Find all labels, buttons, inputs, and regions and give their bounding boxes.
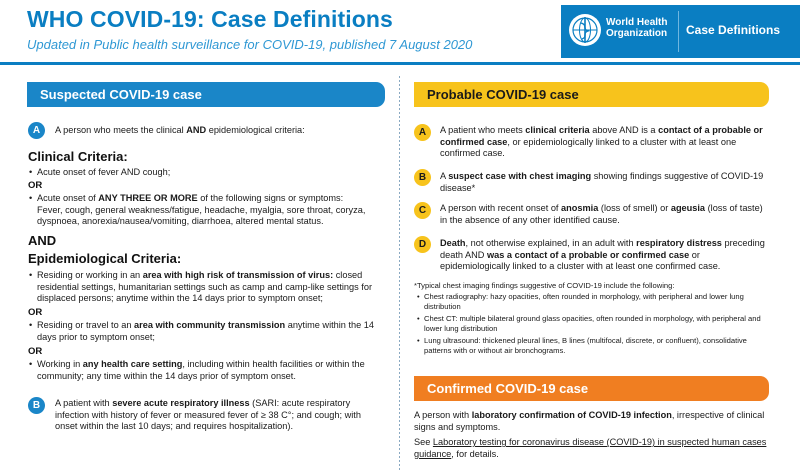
or-label-2: OR xyxy=(28,307,43,318)
header-tag: Case Definitions xyxy=(686,23,781,37)
confirmed-banner: Confirmed COVID-19 case xyxy=(414,376,769,401)
who-name: World Health Organization xyxy=(606,17,668,39)
suspected-b-badge: B xyxy=(28,397,45,414)
and-label: AND xyxy=(28,233,57,248)
lab-testing-guidance-link[interactable]: Laboratory testing for coronavirus disease (COVID-19) in suspected human cases guidance xyxy=(414,437,767,459)
epi-criterion-1: • Residing or working in an area with high risk of transmission of virus: closed residential settings, humanitarian settings such as camp and camp-like settings for displaced persons; anytime within the 14 days prior to symptom onset; xyxy=(37,270,385,305)
probable-d-badge: D xyxy=(414,236,431,253)
probable-b-badge: B xyxy=(414,169,431,186)
suspected-banner: Suspected COVID-19 case xyxy=(27,82,385,107)
imaging-finding-ultrasound: • Lung ultrasound: thickened pleural lines, B lines (multifocal, discrete, or confluent), consolidative patterns with or without air bronchograms. xyxy=(424,336,774,355)
header-rule xyxy=(0,62,800,65)
suspected-b-text: A patient with severe acute respiratory illness (SARI: acute respiratory infection with history of fever or measured fever of ≥ 38 C°; and cough; with onset within the last 10 days; and requires hospitalization). xyxy=(55,398,361,432)
suspected-a-badge: A xyxy=(28,122,45,139)
page-subtitle: Updated in Public health surveillance for COVID-19, published 7 August 2020 xyxy=(27,37,473,52)
confirmed-see-text: See Laboratory testing for coronavirus disease (COVID-19) in suspected human cases guidance, for details. xyxy=(414,437,767,459)
clinical-criterion-2: • Acute onset of ANY THREE OR MORE of the following signs or symptoms: Fever, cough, general weakness/fatigue, headache, myalgia, sore throat, coryza, dyspnoea, anorexia/nausea/vomiting, diarrhoea, altered mental status. xyxy=(37,193,382,228)
probable-d-text: Death, not otherwise explained, in an adult with respiratory distress preceding death AND was a contact of a probable or confirmed case or epidemiologically linked to a cluster with at least one confirmed case. xyxy=(440,238,765,272)
who-divider xyxy=(678,11,679,52)
imaging-finding-radiography: • Chest radiography: hazy opacities, often rounded in morphology, with peripheral and lower lung distribution xyxy=(424,292,774,311)
or-label-3: OR xyxy=(28,346,43,357)
probable-a-text: A patient who meets clinical criteria above AND is a contact of a probable or confirmed case, or epidemiologically linked to a cluster with at least one confirmed case. xyxy=(440,125,763,159)
imaging-finding-ct: • Chest CT: multiple bilateral ground glass opacities, often rounded in morphology, with peripheral and lower lung distribution xyxy=(424,314,774,333)
probable-c-badge: C xyxy=(414,202,431,219)
confirmed-text: A person with laboratory confirmation of COVID-19 infection, irrespective of clinical signs and symptoms. xyxy=(414,410,765,432)
header xyxy=(0,0,800,62)
page-title: WHO COVID-19: Case Definitions xyxy=(27,6,393,32)
who-emblem-icon xyxy=(568,13,602,47)
who-branding xyxy=(561,5,800,58)
probable-a-badge: A xyxy=(414,124,431,141)
probable-c-text: A person with recent onset of anosmia (loss of smell) or ageusia (loss of taste) in the absence of any other identified cause. xyxy=(440,203,763,225)
column-divider xyxy=(399,76,400,470)
clinical-criterion-1: • Acute onset of fever AND cough; xyxy=(37,167,382,179)
clinical-criteria-heading: Clinical Criteria: xyxy=(28,149,128,164)
suspected-a-text: A person who meets the clinical AND epidemiological criteria: xyxy=(55,125,305,135)
epidemiological-criteria-heading: Epidemiological Criteria: xyxy=(28,251,182,266)
probable-banner: Probable COVID-19 case xyxy=(414,82,769,107)
probable-b-text: A suspect case with chest imaging showing findings suggestive of COVID-19 disease* xyxy=(440,171,764,193)
or-label-1: OR xyxy=(28,180,43,191)
imaging-footnote: *Typical chest imaging findings suggestive of COVID-19 include the following: xyxy=(414,281,675,290)
epi-criterion-3: • Working in any health care setting, including within health facilities or within the community; any time within the 14 days prior of symptom onset. xyxy=(37,359,382,382)
epi-criterion-2: • Residing or travel to an area with community transmission anytime within the 14 days prior to symptom onset; xyxy=(37,320,382,343)
